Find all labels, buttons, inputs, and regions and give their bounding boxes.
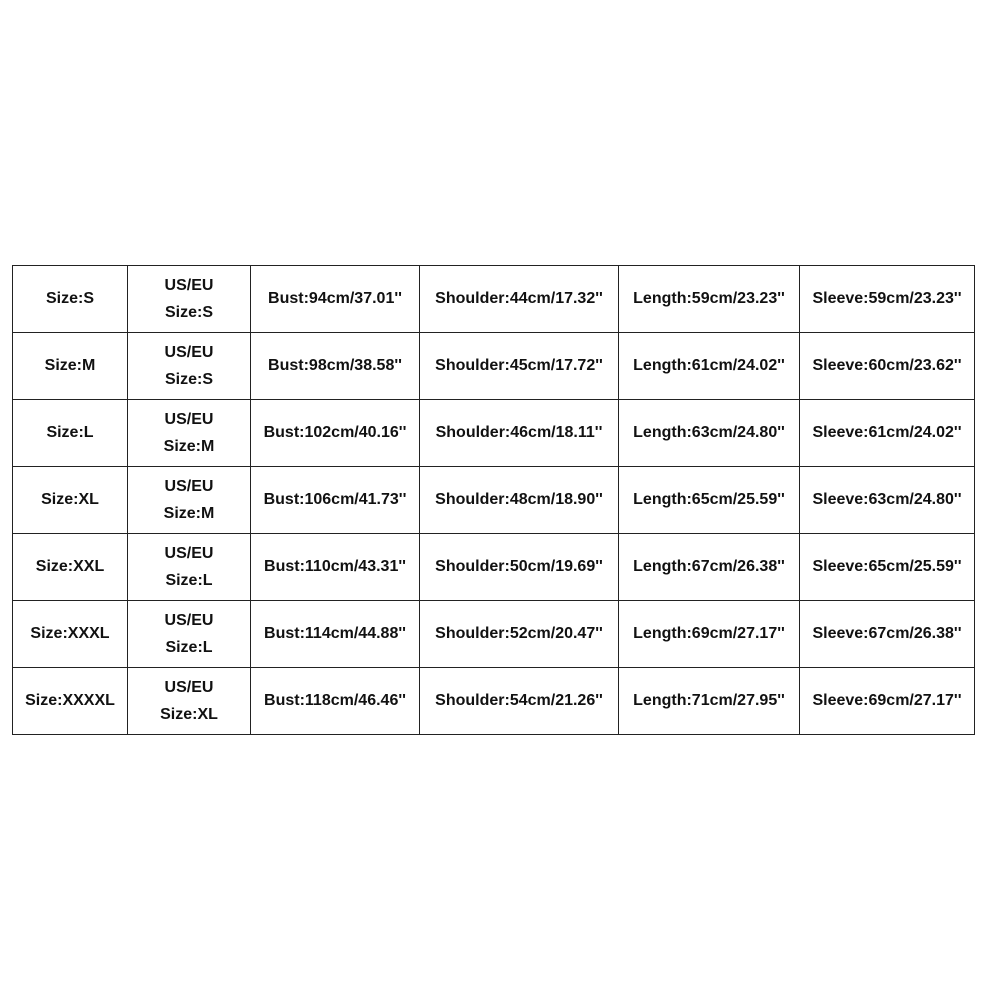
table-row	[13, 333, 975, 400]
shoulder-cell: Shoulder:54cm/21.26''	[420, 668, 619, 735]
shoulder-cell: Shoulder:45cm/17.72''	[420, 333, 619, 400]
us-eu-size: Size:M	[163, 438, 215, 455]
length-cell: Length:65cm/25.59''	[619, 467, 800, 534]
table-row	[13, 467, 975, 534]
us-eu-size: Size:M	[163, 505, 215, 522]
shoulder-cell: Shoulder:48cm/18.90''	[420, 467, 619, 534]
table-row	[13, 534, 975, 601]
us-eu-cell	[128, 333, 251, 400]
size-cell: Size:XXXL	[13, 601, 128, 668]
sleeve-cell: Sleeve:59cm/23.23''	[800, 266, 975, 333]
us-eu-label: US/EU	[164, 277, 214, 294]
us-eu-cell	[128, 601, 251, 668]
us-eu-cell	[128, 534, 251, 601]
us-eu-size: Size:L	[165, 572, 213, 589]
table-row	[13, 266, 975, 333]
shoulder-cell: Shoulder:50cm/19.69''	[420, 534, 619, 601]
us-eu-label: US/EU	[164, 344, 214, 361]
us-eu-size: Size:S	[164, 371, 213, 388]
size-cell: Size:S	[13, 266, 128, 333]
sleeve-cell: Sleeve:69cm/27.17''	[800, 668, 975, 735]
sleeve-cell: Sleeve:67cm/26.38''	[800, 601, 975, 668]
size-cell: Size:XL	[13, 467, 128, 534]
sleeve-cell: Sleeve:63cm/24.80''	[800, 467, 975, 534]
us-eu-label: US/EU	[164, 411, 214, 428]
bust-cell: Bust:118cm/46.46''	[251, 668, 420, 735]
bust-cell: Bust:110cm/43.31''	[251, 534, 420, 601]
us-eu-label: US/EU	[164, 612, 214, 629]
bust-cell: Bust:102cm/40.16''	[251, 400, 420, 467]
sleeve-cell: Sleeve:61cm/24.02''	[800, 400, 975, 467]
us-eu-size: Size:XL	[160, 706, 218, 723]
length-cell: Length:71cm/27.95''	[619, 668, 800, 735]
us-eu-cell	[128, 266, 251, 333]
size-cell: Size:XXXXL	[13, 668, 128, 735]
bust-cell: Bust:114cm/44.88''	[251, 601, 420, 668]
us-eu-label: US/EU	[164, 679, 214, 696]
shoulder-cell: Shoulder:52cm/20.47''	[420, 601, 619, 668]
size-chart-table	[12, 265, 975, 735]
size-cell: Size:L	[13, 400, 128, 467]
us-eu-label: US/EU	[164, 545, 214, 562]
us-eu-cell	[128, 668, 251, 735]
length-cell: Length:59cm/23.23''	[619, 266, 800, 333]
sleeve-cell: Sleeve:60cm/23.62''	[800, 333, 975, 400]
length-cell: Length:61cm/24.02''	[619, 333, 800, 400]
sleeve-cell: Sleeve:65cm/25.59''	[800, 534, 975, 601]
table-row	[13, 668, 975, 735]
us-eu-size: Size:L	[165, 639, 213, 656]
bust-cell: Bust:98cm/38.58''	[251, 333, 420, 400]
length-cell: Length:63cm/24.80''	[619, 400, 800, 467]
us-eu-label: US/EU	[164, 478, 214, 495]
size-cell: Size:M	[13, 333, 128, 400]
bust-cell: Bust:106cm/41.73''	[251, 467, 420, 534]
table-row	[13, 601, 975, 668]
bust-cell: Bust:94cm/37.01''	[251, 266, 420, 333]
us-eu-cell	[128, 467, 251, 534]
us-eu-cell	[128, 400, 251, 467]
us-eu-size: Size:S	[164, 304, 213, 321]
shoulder-cell: Shoulder:46cm/18.11''	[420, 400, 619, 467]
length-cell: Length:69cm/27.17''	[619, 601, 800, 668]
length-cell: Length:67cm/26.38''	[619, 534, 800, 601]
shoulder-cell: Shoulder:44cm/17.32''	[420, 266, 619, 333]
table-row	[13, 400, 975, 467]
size-cell: Size:XXL	[13, 534, 128, 601]
